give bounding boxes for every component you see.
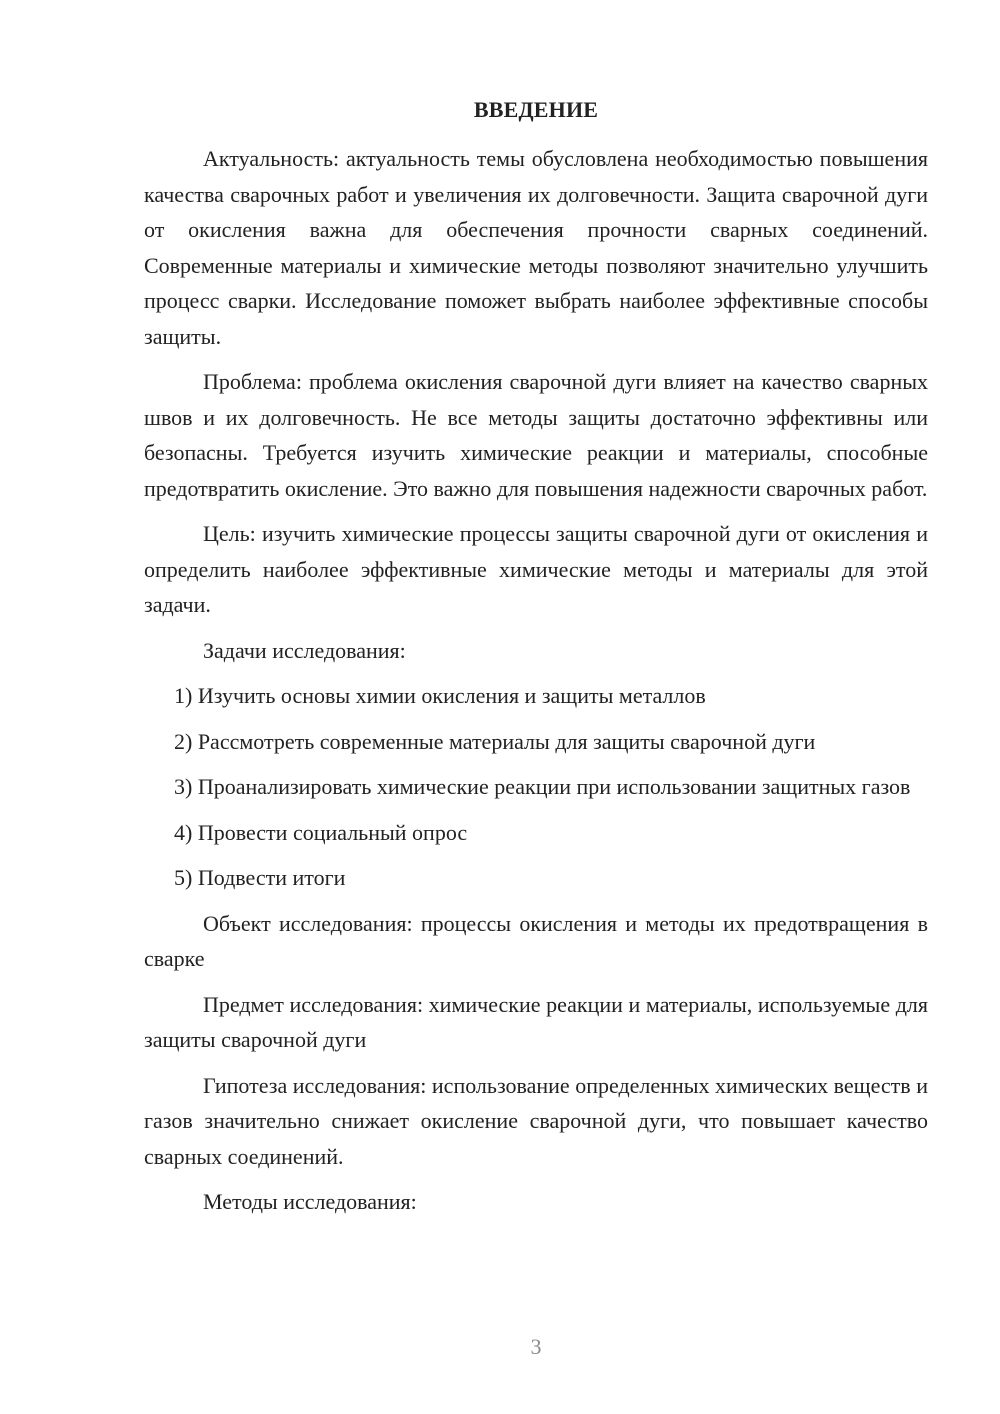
paragraph-subject: Предмет исследования: химические реакции и материалы, используемые для защиты сварочной дуги: [144, 991, 928, 1052]
paragraph-object: Объект исследования: процессы окисления и методы их предотвращения в сварке: [144, 910, 928, 971]
task-item: 3) Проанализировать химические реакции при использовании защитных газов: [174, 774, 911, 799]
paragraph-relevance: Актуальность: актуальность темы обусловлена необходимостью повышения качества сварочных работ и увеличения их долговечности. Защита сварочной дуги от окисления важна для обеспечения прочности сварных соединений. Современные материалы и химические методы позволяют значительно улучшить процесс сварки. Исследование поможет выбрать наиболее эффективные способы защиты.: [144, 146, 928, 349]
task-item: 1) Изучить основы химии окисления и защиты металлов: [174, 683, 706, 708]
methods-title: Методы исследования:: [203, 1189, 417, 1214]
task-item: 2) Рассмотреть современные материалы для защиты сварочной дуги: [174, 728, 816, 754]
paragraph-goal: Цель: изучить химические процессы защиты сварочной дуги от окисления и определить наиболее эффективные химические методы и материалы для этой задачи.: [144, 521, 928, 617]
paragraph-problem: Проблема: проблема окисления сварочной дуги влияет на качество сварных швов и их долговечность. Не все методы защиты достаточно эффективны или безопасны. Требуется изучить химические реакции и материалы, способные предотвратить окисление. Это важно для повышения надежности сварочных работ.: [144, 369, 928, 501]
task-item: 5) Подвести итоги: [174, 865, 346, 890]
tasks-title: Задачи исследования:: [203, 637, 406, 663]
page-number: 3: [530, 1334, 542, 1359]
page-content: [144, 95, 928, 1230]
section-heading: ВВЕДЕНИЕ: [473, 97, 599, 122]
task-item: 4) Провести социальный опрос: [174, 819, 468, 845]
paragraph-hypothesis: Гипотеза исследования: использование определенных химических веществ и газов значительно снижает окисление сварочной дуги, что повышает качество сварных соединений.: [144, 1072, 928, 1169]
